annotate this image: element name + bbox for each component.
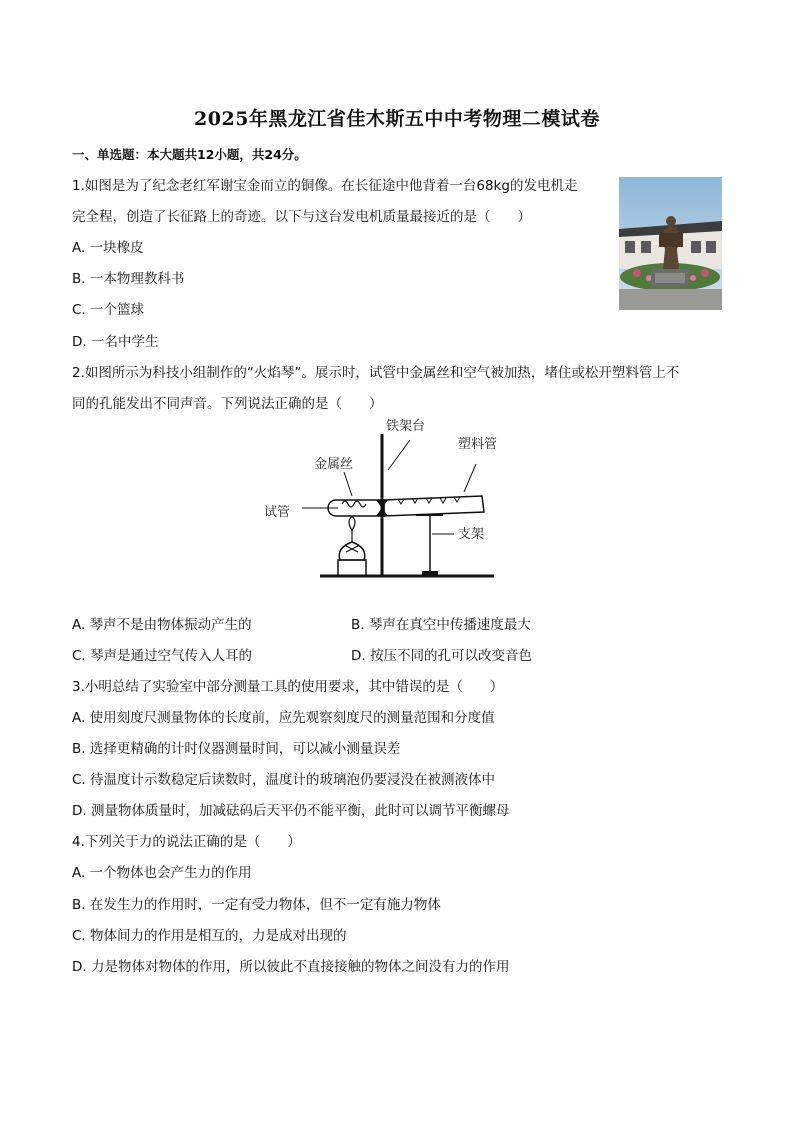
q2-option-c: C. 琴声是通过空气传入人耳的 bbox=[72, 648, 253, 664]
q4-option-d: D. 力是物体对物体的作用，所以彼此不直接接触的物体之间没有力的作用 bbox=[72, 959, 510, 975]
q1-option-d: D. 一名中学生 bbox=[72, 334, 159, 350]
flame-harp-diagram bbox=[258, 412, 508, 584]
q2-option-b: B. 琴声在真空中传播速度最大 bbox=[351, 617, 531, 633]
label-support: 支架 bbox=[458, 527, 485, 542]
q4-option-b: B. 在发生力的作用时，一定有受力物体，但不一定有施力物体 bbox=[72, 897, 441, 913]
q1-stem-line-2: 完全程，创造了长征路上的奇迹。以下与这台发电机质量最接近的是（ ） bbox=[72, 209, 531, 225]
q1-option-a: A. 一块橡皮 bbox=[72, 240, 144, 256]
metal-wire bbox=[342, 501, 366, 507]
q2-option-d: D. 按压不同的孔可以改变音色 bbox=[351, 648, 532, 664]
q4-option-c: C. 物体间力的作用是相互的，力是成对出现的 bbox=[72, 928, 347, 944]
label-metal-wire: 金属丝 bbox=[314, 457, 354, 472]
q1-stem-line-1: 1.如图是为了纪念老红军谢宝金而立的铜像。在长征途中他背着一台68kg的发电机走 bbox=[72, 178, 578, 194]
q4-option-a: A. 一个物体也会产生力的作用 bbox=[72, 865, 252, 881]
q3-stem: 3.小明总结了实验室中部分测量工具的使用要求，其中错误的是（ ） bbox=[72, 679, 504, 695]
statue-photo bbox=[619, 177, 722, 310]
label-plastic-tube: 塑料管 bbox=[458, 437, 498, 452]
q2-stem-line-1: 2.如图所示为科技小组制作的“火焰琴”。展示时，试管中金属丝和空气被加热，堵住或松开塑料管上不 bbox=[72, 365, 680, 381]
q3-option-a: A. 使用刻度尺测量物体的长度前，应先观察刻度尺的测量范围和分度值 bbox=[72, 710, 495, 726]
q3-option-b: B. 选择更精确的计时仪器测量时间，可以减小测量误差 bbox=[72, 741, 401, 757]
q2-option-a: A. 琴声不是由物体振动产生的 bbox=[72, 617, 252, 633]
q2-stem-line-2: 同的孔能发出不同声音。下列说法正确的是（ ） bbox=[72, 396, 383, 412]
q4-stem: 4.下列关于力的说法正确的是（ ） bbox=[72, 834, 301, 850]
alcohol-lamp bbox=[339, 542, 365, 560]
flame bbox=[349, 516, 355, 530]
section-heading: 一、单选题：本大题共12小题，共24分。 bbox=[72, 147, 307, 162]
exam-title: 2025年黑龙江省佳木斯五中中考物理二模试卷 bbox=[194, 108, 600, 130]
q3-option-c: C. 待温度计示数稳定后读数时，温度计的玻璃泡仍要浸没在被测液体中 bbox=[72, 772, 496, 788]
label-stand: 铁架台 bbox=[386, 419, 426, 434]
q3-option-d: D. 测量物体质量时，加减砝码后天平仍不能平衡，此时可以调节平衡螺母 bbox=[72, 803, 510, 819]
q1-option-b: B. 一本物理教科书 bbox=[72, 271, 185, 287]
plastic-tube bbox=[384, 496, 484, 516]
label-test-tube: 试管 bbox=[264, 505, 291, 520]
q1-option-c: C. 一个篮球 bbox=[72, 302, 145, 318]
